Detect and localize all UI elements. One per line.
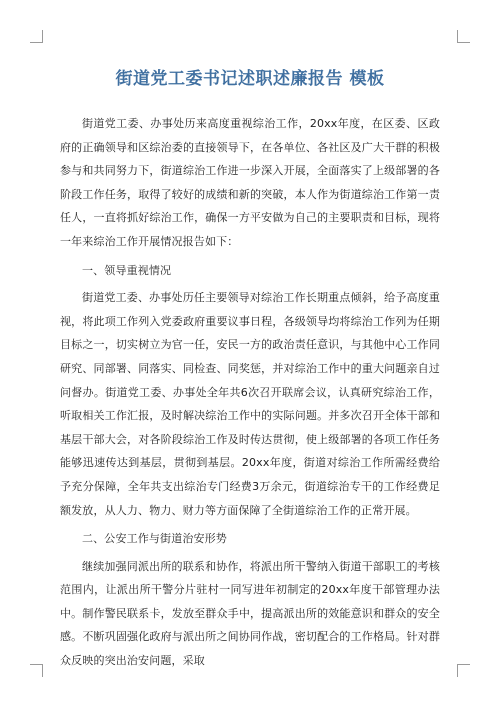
section-heading-2: 二、公安工作与街道治安形势 (82, 532, 227, 546)
section-heading-1: 一、领导重视情况 (82, 263, 172, 277)
crop-mark-top-right (457, 30, 470, 43)
paragraph-leadership: 街道党工委、办事处历任主要领导对综治工作长期重点倾斜，给予高度重视，将此项工作列入党委政府重要议事日程，各级领导均将综治工作列为任期目标之一，切实树立为官一任，安民一方的政治责任意识，与其他中心工作同研究、同部署、同落实、同检查、同奖惩，并对综治工作中的重大问题亲自过问督办。街道党工委、办事处全年共6次召开联席会议，认真研究综治工作，听取相关工作汇报，及时解决综治工作中的实际问题。并多次召开全体干部和基层干部大会，对各阶段综治工作及时传达贯彻，使上级部署的各项工作任务能够迅速传达到基层，贯彻到基层。20xx年度，街道对综治工作所需经费给予充分保障，全年共支出综治专门经费3万余元，街道综治专干的工作经费足额发放，从人力、物力、财力等方面保障了全街道综治工作的正常开展。 (60, 291, 440, 517)
crop-mark-top-left (30, 30, 43, 43)
crop-mark-bottom-left (30, 664, 43, 677)
document-title: 街道党工委书记述职述廉报告 模板 (115, 69, 385, 89)
document-body (60, 112, 440, 673)
paragraph-intro: 街道党工委、办事处历来高度重视综治工作，20xx年度，在区委、区政府的正确领导和区综治委的直接领导下，在各单位、各社区及广大干群的积极参与和共同努力下，街道综治工作进一步深入开展，全面落实了上级部署的各阶段工作任务，取得了较好的成绩和新的突破，本人作为街道综治工作第一责任人，一直将抓好综治工作，确保一方平安做为自己的主要职责和目标，现将一年来综治工作开展情况报告如下： (60, 117, 440, 248)
crop-mark-bottom-right (457, 664, 470, 677)
paragraph-public-security: 继续加强同派出所的联系和协作，将派出所干警纳入街道干部职工的考核范围内，让派出所干警分片驻村一同写进年初制定的20xx年度干部管理办法中。制作警民联系卡，发放至群众手中，提高派出所的效能意识和群众的安全感。不断巩固强化政府与派出所之间协同作战，密切配合的工作格局。针对群众反映的突出治安问题，采取 (60, 559, 440, 668)
